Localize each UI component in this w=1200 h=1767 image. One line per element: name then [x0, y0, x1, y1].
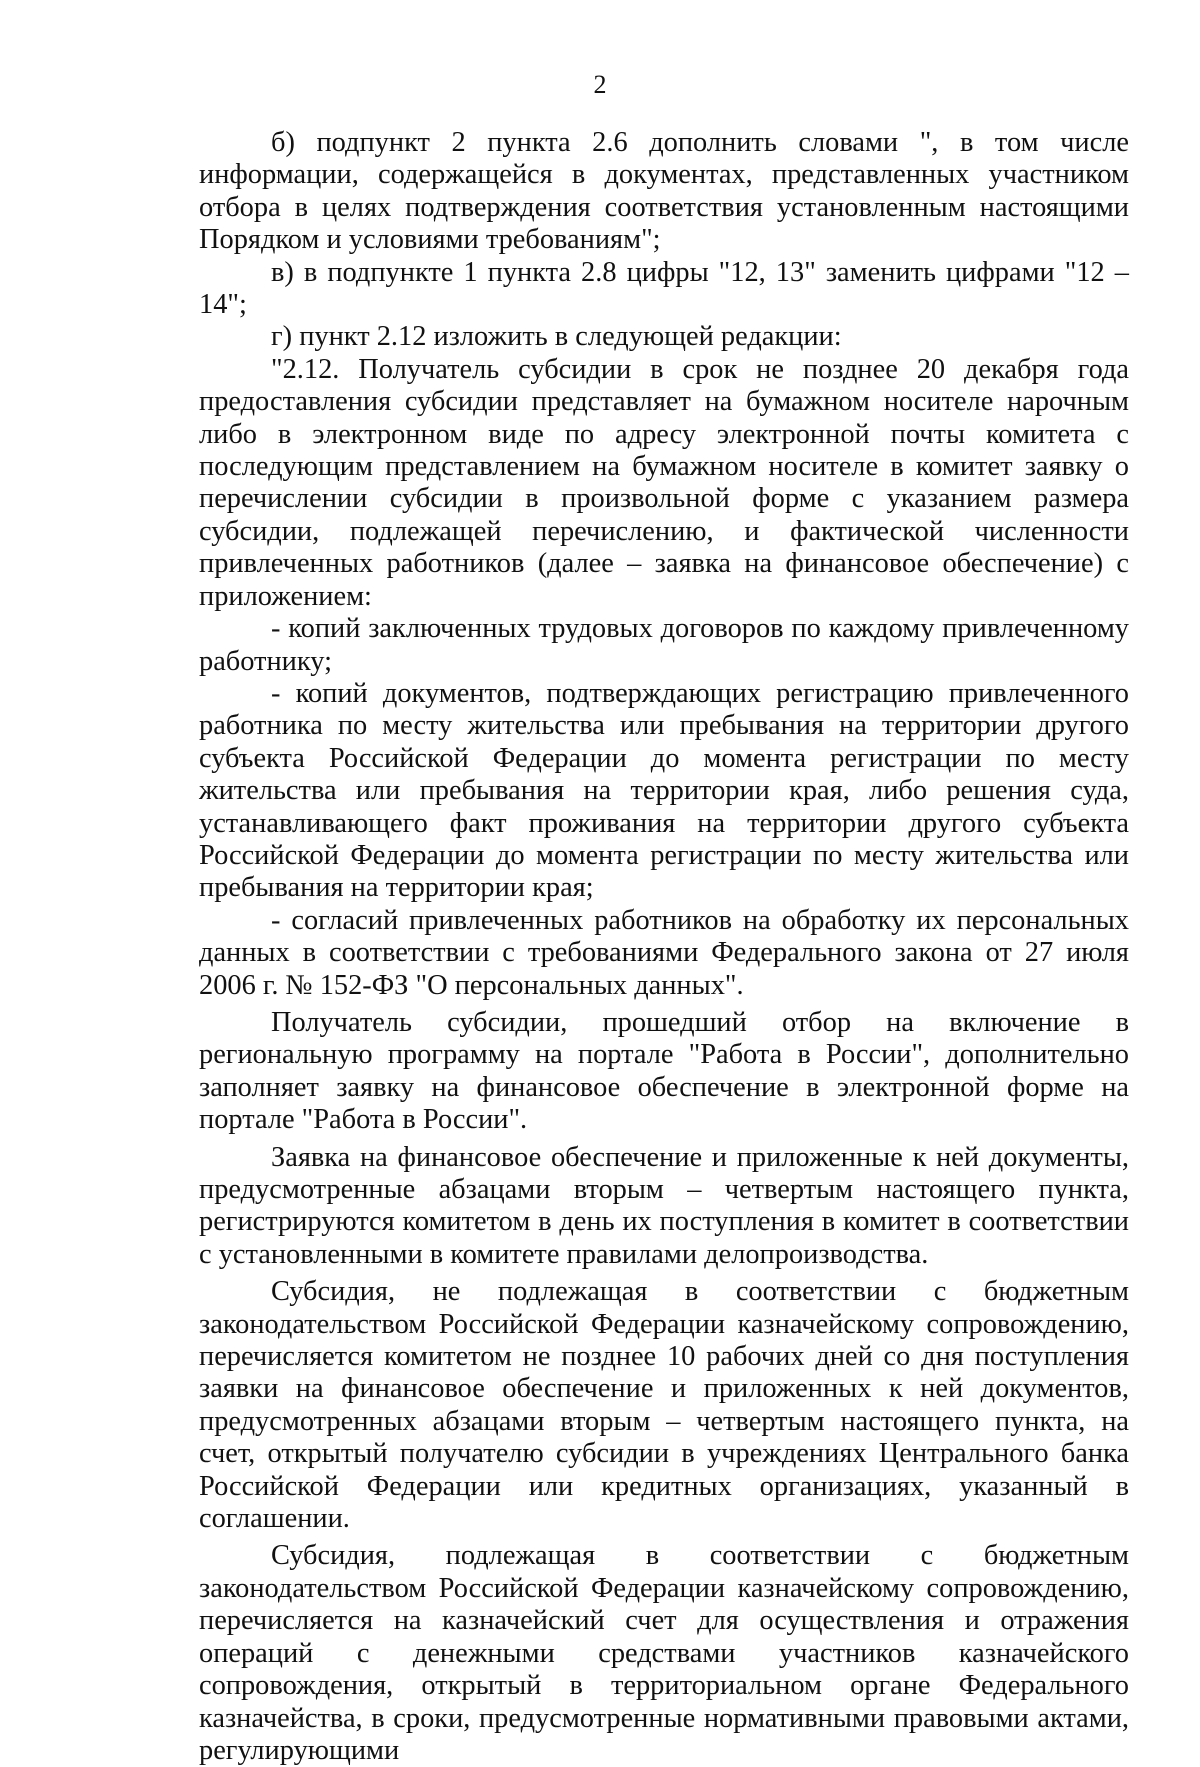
- paragraph-clause-2-12: "2.12. Получатель субсидии в срок не позднее 20 декабря года предоставления субсидии представляет на бумажном носителе нарочным либо в электронном виде по адресу электронной почты комитета с последующим представлением на бумажном носителе в комитет заявку о перечислении субсидии в произвольной форме с указанием размера субсидии, подлежащей перечислению, и фактической численности привлеченных работников (далее – заявка на финансовое обеспечение) с приложением:: [199, 353, 1129, 612]
- paragraph-subsidy-with-treasury-support: Субсидия, подлежащая в соответствии с бюджетным законодательством Российской Федерации казначейскому сопровождению, перечисляется на казначейский счет для осуществления и отражения операций с денежными средствами участников казначейского сопровождения, открытый в территориальном органе Федерального казначейства, в сроки, предусмотренные нормативными правовыми актами, регулирующими: [199, 1540, 1129, 1766]
- paragraph-list-item-registration: - копий документов, подтверждающих регистрацию привлеченного работника по месту жительства или пребывания на территории другого субъекта Российской Федерации до момента регистрации по месту жительства или пребывания на территории края, либо решения суда, устанавливающего факт проживания на территории другого субъекта Российской Федерации до момента регистрации по месту жительства или пребывания на территории края;: [199, 677, 1129, 904]
- paragraph-item-b: б) подпункт 2 пункта 2.6 дополнить словами ", в том числе информации, содержащейся в документах, представленных участником отбора в целях подтверждения соответствия установленным настоящими Порядком и условиями требованиям";: [199, 127, 1129, 256]
- paragraph-item-g: г) пункт 2.12 изложить в следующей редакции:: [271, 321, 842, 353]
- page-number: 2: [593, 70, 607, 99]
- paragraph-registration-of-application: Заявка на финансовое обеспечение и приложенные к ней документы, предусмотренные абзацами вторым – четвертым настоящего пункта, регистрируются комитетом в день их поступления в комитет в соответствии с установленными в комитете правилами делопроизводства.: [199, 1141, 1129, 1270]
- paragraph-subsidy-without-treasury-support: Субсидия, не подлежащая в соответствии с бюджетным законодательством Российской Федерации казначейскому сопровождению, перечисляется комитетом не позднее 10 рабочих дней со дня поступления заявки на финансовое обеспечение и приложенных к ней документов, предусмотренных абзацами вторым – четвертым настоящего пункта, на счет, открытый получателю субсидии в учреждениях Центрального банка Российской Федерации или кредитных организациях, указанный в соглашении.: [199, 1276, 1129, 1535]
- paragraph-portal-application: Получатель субсидии, прошедший отбор на включение в региональную программу на портале "Работа в России", дополнительно заполняет заявку на финансовое обеспечение в электронной форме на портале "Работа в России".: [199, 1006, 1129, 1136]
- document-body: [199, 127, 1129, 1767]
- paragraph-item-v: в) в подпункте 1 пункта 2.8 цифры "12, 13" заменить цифрами "12 – 14";: [199, 256, 1129, 321]
- paragraph-list-item-consents: - согласий привлеченных работников на обработку их персональных данных в соответствии с требованиями Федерального закона от 27 июля 2006 г. № 152-ФЗ "О персональных данных".: [199, 904, 1129, 1001]
- paragraph-list-item-contracts: - копий заключенных трудовых договоров по каждому привлеченному работнику;: [199, 613, 1129, 677]
